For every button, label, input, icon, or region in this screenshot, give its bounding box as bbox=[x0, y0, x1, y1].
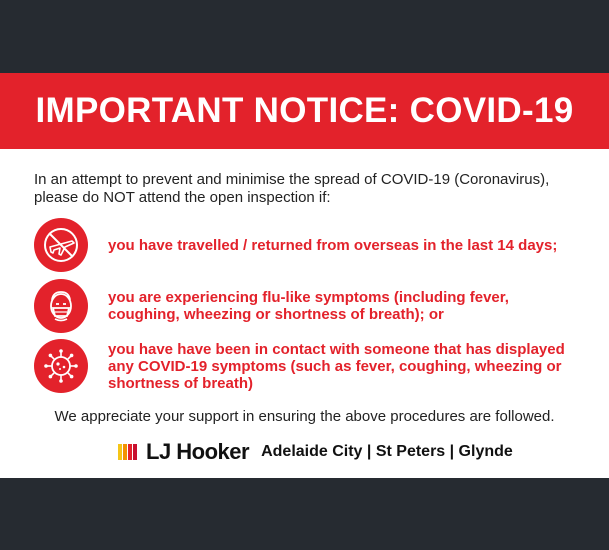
lj-hooker-logo-icon bbox=[118, 442, 138, 462]
virus-icon bbox=[34, 339, 88, 393]
list-item-travel bbox=[34, 218, 578, 272]
list-item-symptoms bbox=[34, 279, 578, 333]
brand-locations: Adelaide City | St Peters | Glynde bbox=[261, 443, 513, 460]
intro-text: In an attempt to prevent and minimise the spread of COVID-19 (Coronavirus), please do NOT attend the open inspection if: bbox=[34, 171, 550, 206]
footer-text: We appreciate your support in ensuring the above procedures are followed. bbox=[54, 408, 555, 425]
sick-person-mask-icon bbox=[34, 279, 88, 333]
notice-panel bbox=[0, 149, 609, 478]
item-text: you have have been in contact with someone that has displayed any COVID-19 symptoms (such as fever, coughing, wheezing or shortness of breath) bbox=[108, 340, 565, 392]
brand-row bbox=[118, 439, 513, 465]
airplane-no-travel-icon bbox=[34, 218, 88, 272]
page-title: IMPORTANT NOTICE: COVID-19 bbox=[35, 91, 574, 130]
list-item-contact bbox=[34, 339, 578, 393]
brand-logo-text: LJ Hooker bbox=[146, 439, 250, 464]
item-text: you are experiencing flu-like symptoms (including fever, coughing, wheezing or shortness of breath); or bbox=[108, 289, 509, 323]
notice-banner bbox=[0, 73, 609, 149]
item-text: you have travelled / returned from overseas in the last 14 days; bbox=[108, 236, 558, 254]
